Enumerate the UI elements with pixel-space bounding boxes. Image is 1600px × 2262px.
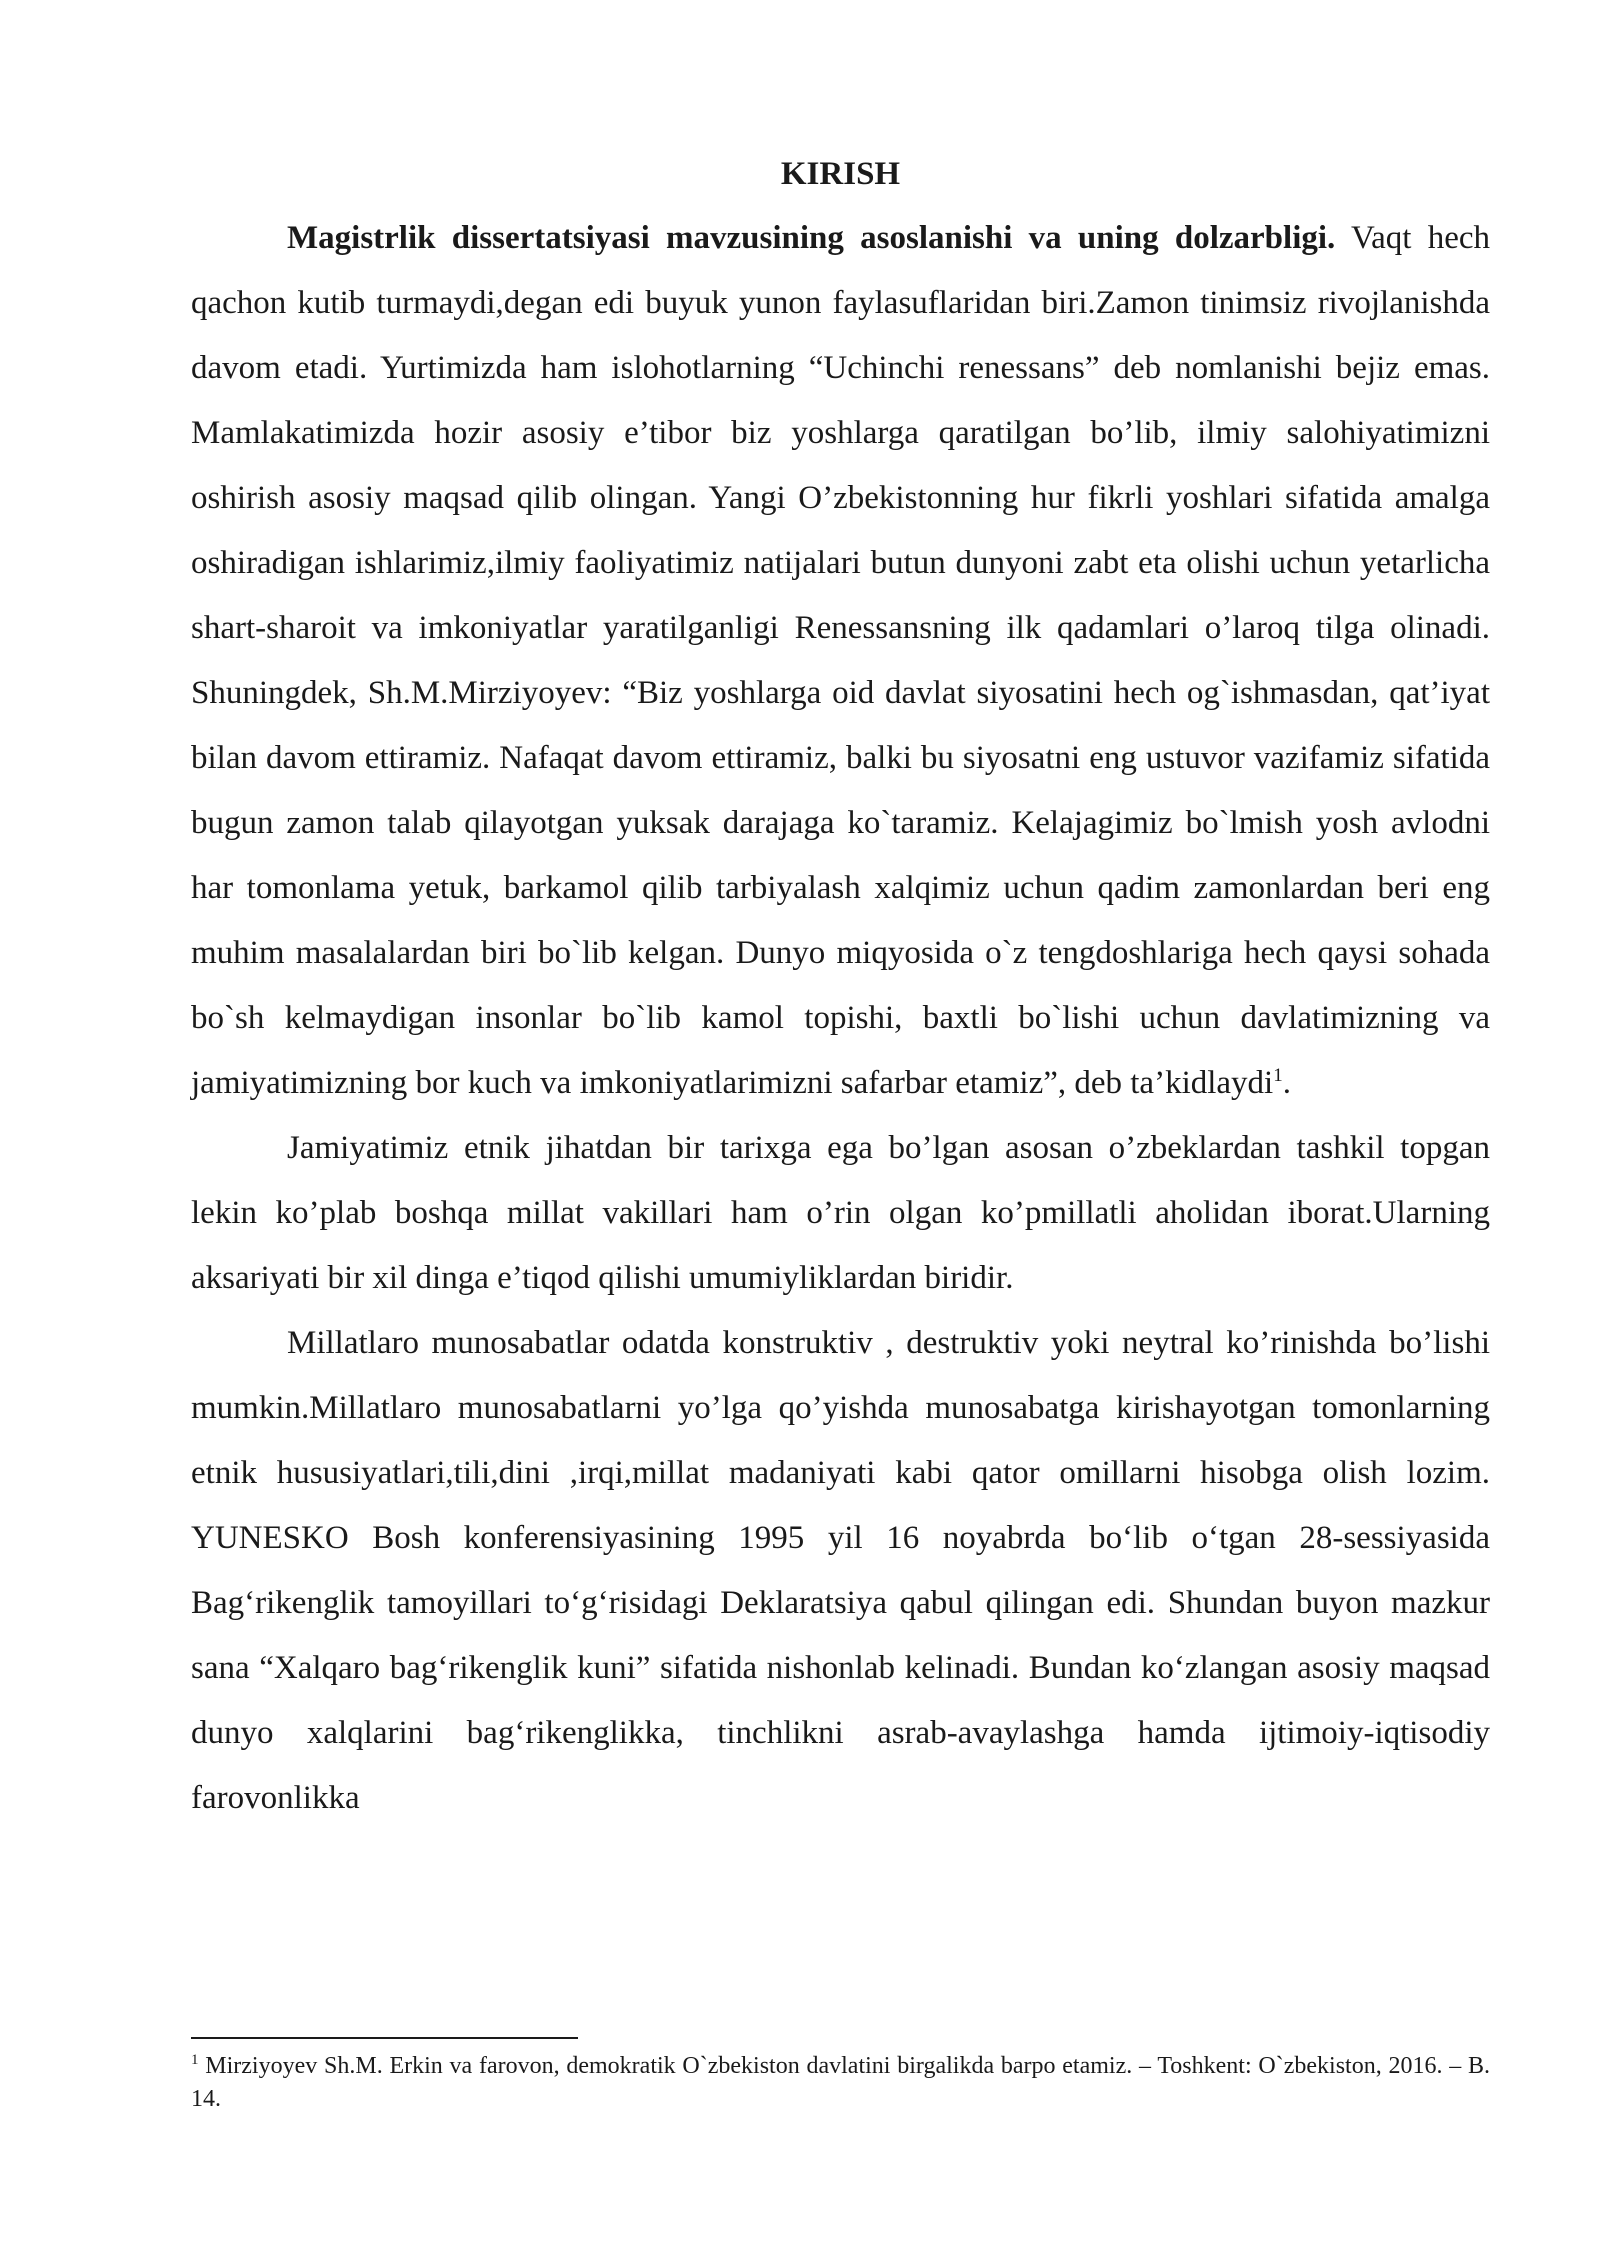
paragraph-tail: . — [1282, 1065, 1291, 1101]
page-title: KIRISH — [780, 156, 901, 192]
footnote — [191, 2050, 1490, 2116]
footnote-separator — [191, 2037, 578, 2039]
paragraph-intro — [191, 206, 1490, 1116]
paragraph-text: Vaqt hech qachon kutib turmaydi,degan edi buyuk yunon faylasuflaridan biri.Zamon tinimsiz rivojlanishda davom etadi. Yurtimizda ham islohotlarning “Uchinchi renessans” deb nomlanishi bejiz emas. Mamlakatimizda hozir asosiy e’tibor biz yoshlarga qaratilgan bo’lib, ilmiy salohiyatimizni oshirish asosiy maqsad qilib olingan. Yangi O’zbekistonning hur fikrli yoshlari sifatida amalga oshiradigan ishlarimiz,ilmiy faoliyatimiz natijalari butun dunyoni zabt eta olishi uchun yetarlicha shart-sharoit va imkoniyatlar yaratilganligi Renessansning ilk qadamlari o’laroq tilga olinadi. Shuningdek, Sh.M.Mirziyoyev: “Biz yoshlarga oid davlat siyosatini hech og`ishmasdan, qat’iyat bilan davom ettiramiz. Nafaqat davom ettiramiz, balki bu siyosatni eng ustuvor vazifamiz sifatida bugun zamon talab qilayotgan yuksak darajaga ko`taramiz. Kelajagimiz bo`lmish yosh avlodni har tomonlama yetuk, barkamol qilib tarbiyalash xalqimiz uchun qadim zamonlardan beri eng muhim masalalardan biri bo`lib kelgan. Dunyo miqyosida o`z tengdoshlariga hech qaysi sohada bo`sh kelmaydigan insonlar bo`lib kamol topishi, baxtli bo`lishi uchun davlatimizning va jamiyatimizning bor kuch va imkoniyatlarimizni safarbar etamiz”, deb ta’kidlaydi — [191, 220, 1490, 1101]
section-lead: Magistrlik dissertatsiyasi mavzusining asoslanishi va uning dolzarbligi. — [287, 220, 1336, 256]
paragraph-ethnic: Jamiyatimiz etnik jihatdan bir tarixga ega bo’lgan asosan o’zbeklardan tashkil topgan lekin ko’plab boshqa millat vakillari ham o’rin olgan ko’pmillatli aholidan iborat.Ularning aksariyati bir xil dinga e’tiqod qilishi umumiyliklardan biridir. — [191, 1130, 1490, 1296]
page-body — [191, 148, 1490, 1831]
paragraph-interethnic: Millatlaro munosabatlar odatda konstruktiv , destruktiv yoki neytral ko’rinishda bo’lishi mumkin.Millatlaro munosabatlarni yo’lga qo’yishda munosabatga kirishayotgan tomonlarning etnik hususiyatlari,tili,dini ,irqi,millat madaniyati kabi qator omillarni hisobga olish lozim. YUNESKO Bosh konferensiyasining 1995 yil 16 noyabrda bo‘lib o‘tgan 28-sessiyasida Bag‘rikenglik tamoyillari to‘g‘risidagi Deklaratsiya qabul qilingan edi. Shundan buyon mazkur sana “Xalqaro bag‘rikenglik kuni” sifatida nishonlab kelinadi. Bundan ko‘zlangan asosiy maqsad dunyo xalqlarini bag‘rikenglikka, tinchlikni asrab-avaylashga hamda ijtimoiy-iqtisodiy farovonlikka — [191, 1325, 1490, 1816]
footnote-marker: 1 — [191, 2052, 199, 2068]
footnote-text: Mirziyoyev Sh.M. Erkin va farovon, demokratik O`zbekiston davlatini birgalikda barpo etamiz. – Toshkent: O`zbekiston, 2016. – B. 14. — [191, 2053, 1490, 2112]
footnote-reference[interactable]: 1 — [1273, 1065, 1283, 1086]
